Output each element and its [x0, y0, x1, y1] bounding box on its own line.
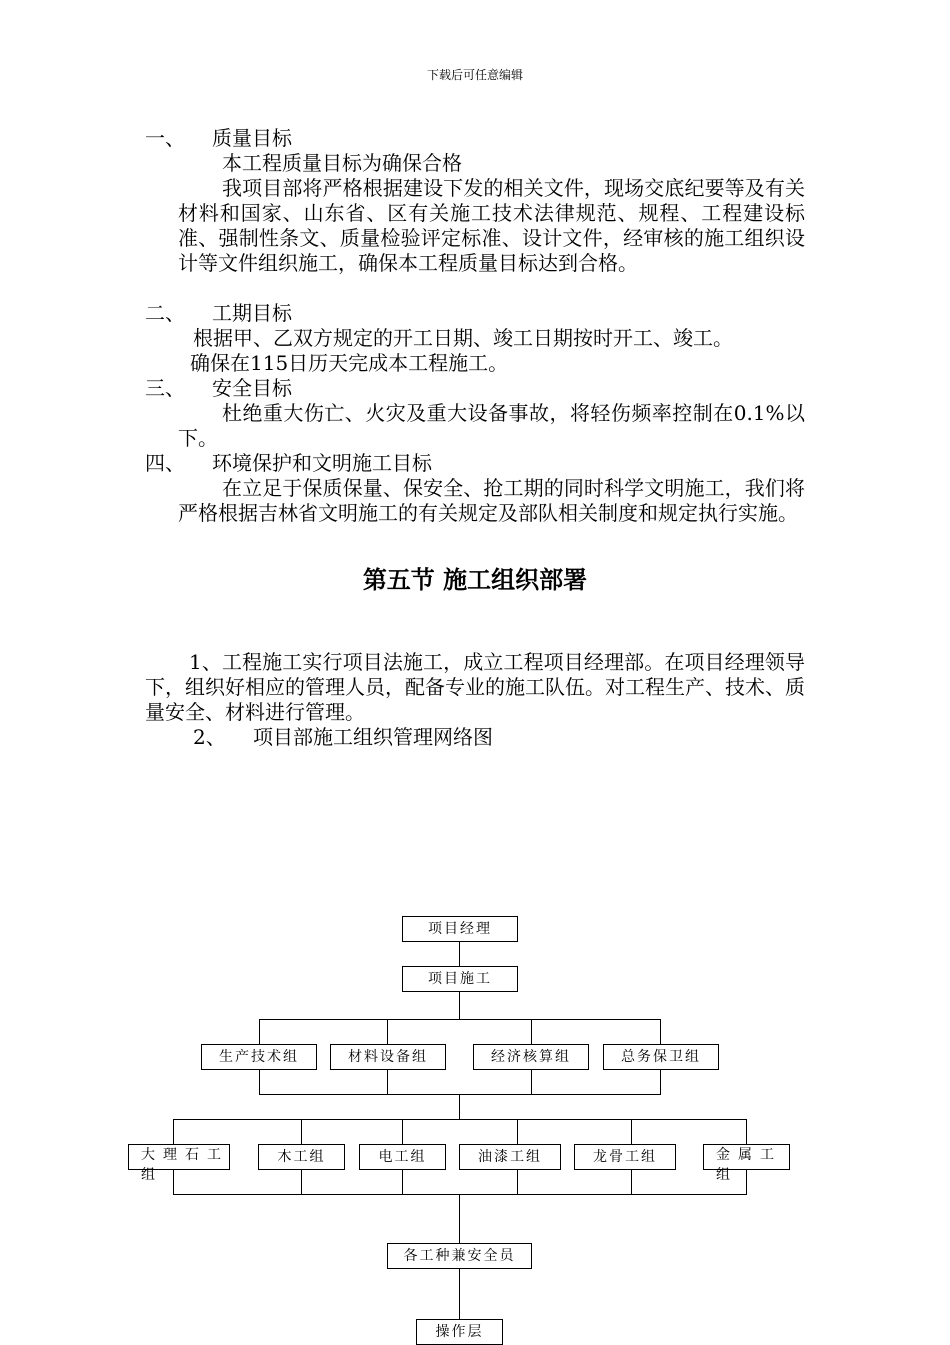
connector-line — [459, 991, 460, 1019]
org-box-team: 木工组 — [258, 1144, 345, 1170]
org-box-team: 油漆工组 — [459, 1144, 561, 1170]
schedule-heading: 工期目标 — [212, 301, 292, 325]
connector-line — [173, 1119, 747, 1120]
schedule-line-1: 根据甲、乙双方规定的开工日期、竣工日期按时开工、竣工。 — [193, 326, 733, 350]
org-box-safety-officer: 各工种兼安全员 — [387, 1243, 532, 1269]
connector-line — [173, 1194, 747, 1195]
connector-line — [173, 1170, 174, 1194]
org-item-2: 项目部施工组织管理网络图 — [253, 725, 493, 749]
environment-heading: 环境保护和文明施工目标 — [212, 451, 432, 475]
connector-line — [387, 1019, 388, 1044]
connector-line — [259, 1070, 260, 1094]
org-box-team: 龙骨工组 — [574, 1144, 676, 1170]
connector-line — [259, 1019, 661, 1020]
org-box-team: 电工组 — [359, 1144, 446, 1170]
safety-heading: 安全目标 — [212, 376, 292, 400]
connector-line — [517, 1170, 518, 1194]
connector-line — [173, 1119, 174, 1144]
connector-line — [631, 1170, 632, 1194]
connector-line — [531, 1019, 532, 1044]
connector-line — [459, 1094, 460, 1119]
connector-line — [259, 1019, 260, 1044]
connector-line — [531, 1070, 532, 1094]
safety-paragraph: 杜绝重大伤亡、火灾及重大设备事故，将轻伤频率控制在0.1%以下。 — [178, 401, 805, 450]
org-box-group: 经济核算组 — [473, 1044, 589, 1070]
environment-heading-number: 四、 — [145, 451, 185, 475]
org-box-operation: 操作层 — [416, 1319, 503, 1345]
quality-line: 本工程质量目标为确保合格 — [222, 151, 462, 175]
connector-line — [517, 1119, 518, 1144]
org-box-group: 材料设备组 — [330, 1044, 446, 1070]
connector-line — [402, 1119, 403, 1144]
quality-paragraph: 我项目部将严格根据建设下发的相关文件，现场交底纪要等及有关材料和国家、山东省、区有关施工技术法律规范、规程、工程建设标准、强制性条文、质量检验评定标准、设计文件，经审核的施工组织设计等文件组织施工，确保本工程质量目标达到合格。 — [178, 176, 805, 275]
connector-line — [746, 1119, 747, 1144]
org-box-manager: 项目经理 — [402, 916, 518, 942]
connector-line — [387, 1070, 388, 1094]
org-box-group: 生产技术组 — [201, 1044, 317, 1070]
org-box-construction: 项目施工 — [402, 966, 518, 992]
connector-line — [660, 1070, 661, 1094]
connector-line — [301, 1170, 302, 1194]
section-title: 第五节 施工组织部署 — [362, 565, 588, 594]
connector-line — [459, 1268, 460, 1319]
schedule-line-2: 确保在115日历天完成本工程施工。 — [190, 351, 509, 375]
quality-heading: 质量目标 — [212, 126, 292, 150]
org-box-team: 大理石工组 — [128, 1144, 230, 1170]
quality-heading-number: 一、 — [145, 126, 185, 150]
connector-line — [746, 1170, 747, 1194]
org-item-2-number: 2、 — [193, 725, 226, 749]
connector-line — [459, 1194, 460, 1243]
connector-line — [402, 1170, 403, 1194]
connector-line — [301, 1119, 302, 1144]
org-box-group: 总务保卫组 — [603, 1044, 719, 1070]
environment-paragraph: 在立足于保质保量、保安全、抢工期的同时科学文明施工，我们将严格根据吉林省文明施工的有关规定及部队相关制度和规定执行实施。 — [178, 476, 805, 525]
org-box-team: 金属工组 — [703, 1144, 790, 1170]
connector-line — [459, 941, 460, 967]
schedule-heading-number: 二、 — [145, 301, 185, 325]
safety-heading-number: 三、 — [145, 376, 185, 400]
connector-line — [259, 1094, 661, 1095]
page-header: 下载后可任意编辑 — [426, 68, 523, 82]
org-paragraph-1: 1、工程施工实行项目法施工，成立工程项目经理部。在项目经理领导下，组织好相应的管理人员，配备专业的施工队伍。对工程生产、技术、质量安全、材料进行管理。 — [145, 650, 805, 724]
connector-line — [631, 1119, 632, 1144]
connector-line — [660, 1019, 661, 1044]
